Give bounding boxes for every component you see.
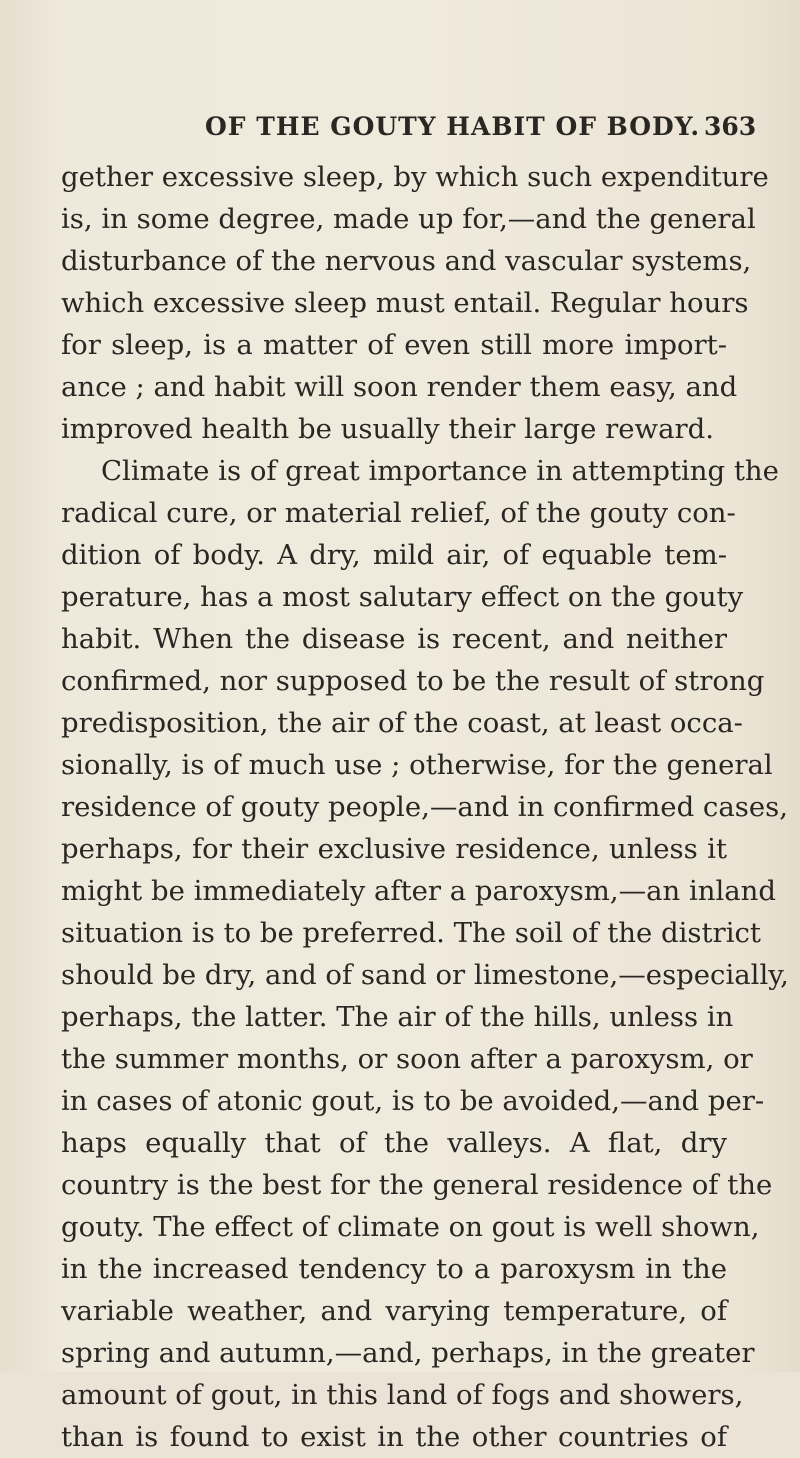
- text-line: confirmed, nor supposed to be the result of strong: [61, 665, 765, 697]
- text-line: is, in some degree, made up for,—and the general: [61, 203, 756, 235]
- text-line: ance ; and habit will soon render them easy, and: [61, 371, 738, 403]
- text-line: sionally, is of much use ; otherwise, for the general: [61, 749, 773, 781]
- text-line: in the increased tendency to a paroxysm in the: [61, 1253, 727, 1285]
- text-line: amount of gout, in this land of fogs and showers,: [61, 1379, 744, 1411]
- text-line: predisposition, the air of the coast, at least occa-: [61, 707, 743, 739]
- text-line: dition of body. A dry, mild air, of equable tem-: [61, 539, 727, 571]
- text-line: spring and autumn,—and, perhaps, in the greater: [61, 1337, 755, 1369]
- text-line: haps equally that of the valleys. A flat, dry: [61, 1127, 727, 1159]
- text-line: in cases of atonic gout, is to be avoided,—and per-: [61, 1085, 765, 1117]
- text-line: radical cure, or material relief, of the gouty con-: [61, 497, 736, 529]
- running-head-title: OF THE GOUTY HABIT OF BODY.: [205, 112, 701, 141]
- text-line: improved health be usually their large reward.: [61, 413, 714, 445]
- text-line: might be immediately after a paroxysm,—an inland: [61, 875, 776, 907]
- text-line: should be dry, and of sand or limestone,—especially,: [61, 959, 789, 991]
- page-number: 363: [704, 112, 757, 141]
- text-line: habit. When the disease is recent, and neither: [61, 623, 727, 655]
- text-line: country is the best for the general residence of the: [61, 1169, 773, 1201]
- text-line: Climate is of great importance in attempting the: [101, 455, 779, 487]
- text-line: perature, has a most salutary effect on the gouty: [61, 581, 744, 613]
- text-line: which excessive sleep must entail. Regular hours: [61, 287, 749, 319]
- text-line: perhaps, for their exclusive residence, unless it: [61, 833, 727, 865]
- text-line: gether excessive sleep, by which such expenditure: [61, 161, 769, 193]
- text-line: for sleep, is a matter of even still more import-: [61, 329, 727, 361]
- text-line: variable weather, and varying temperature, of: [61, 1295, 727, 1327]
- text-line: disturbance of the nervous and vascular systems,: [61, 245, 752, 277]
- text-line: the summer months, or soon after a paroxysm, or: [61, 1043, 753, 1075]
- text-line: perhaps, the latter. The air of the hills, unless in: [61, 1001, 734, 1033]
- text-line: than is found to exist in the other countries of: [61, 1421, 727, 1453]
- text-line: gouty. The effect of climate on gout is well shown,: [61, 1211, 760, 1243]
- running-head: [0, 112, 800, 152]
- text-line: residence of gouty people,—and in confirmed cases,: [61, 791, 788, 823]
- text-line: situation is to be preferred. The soil of the district: [61, 917, 761, 949]
